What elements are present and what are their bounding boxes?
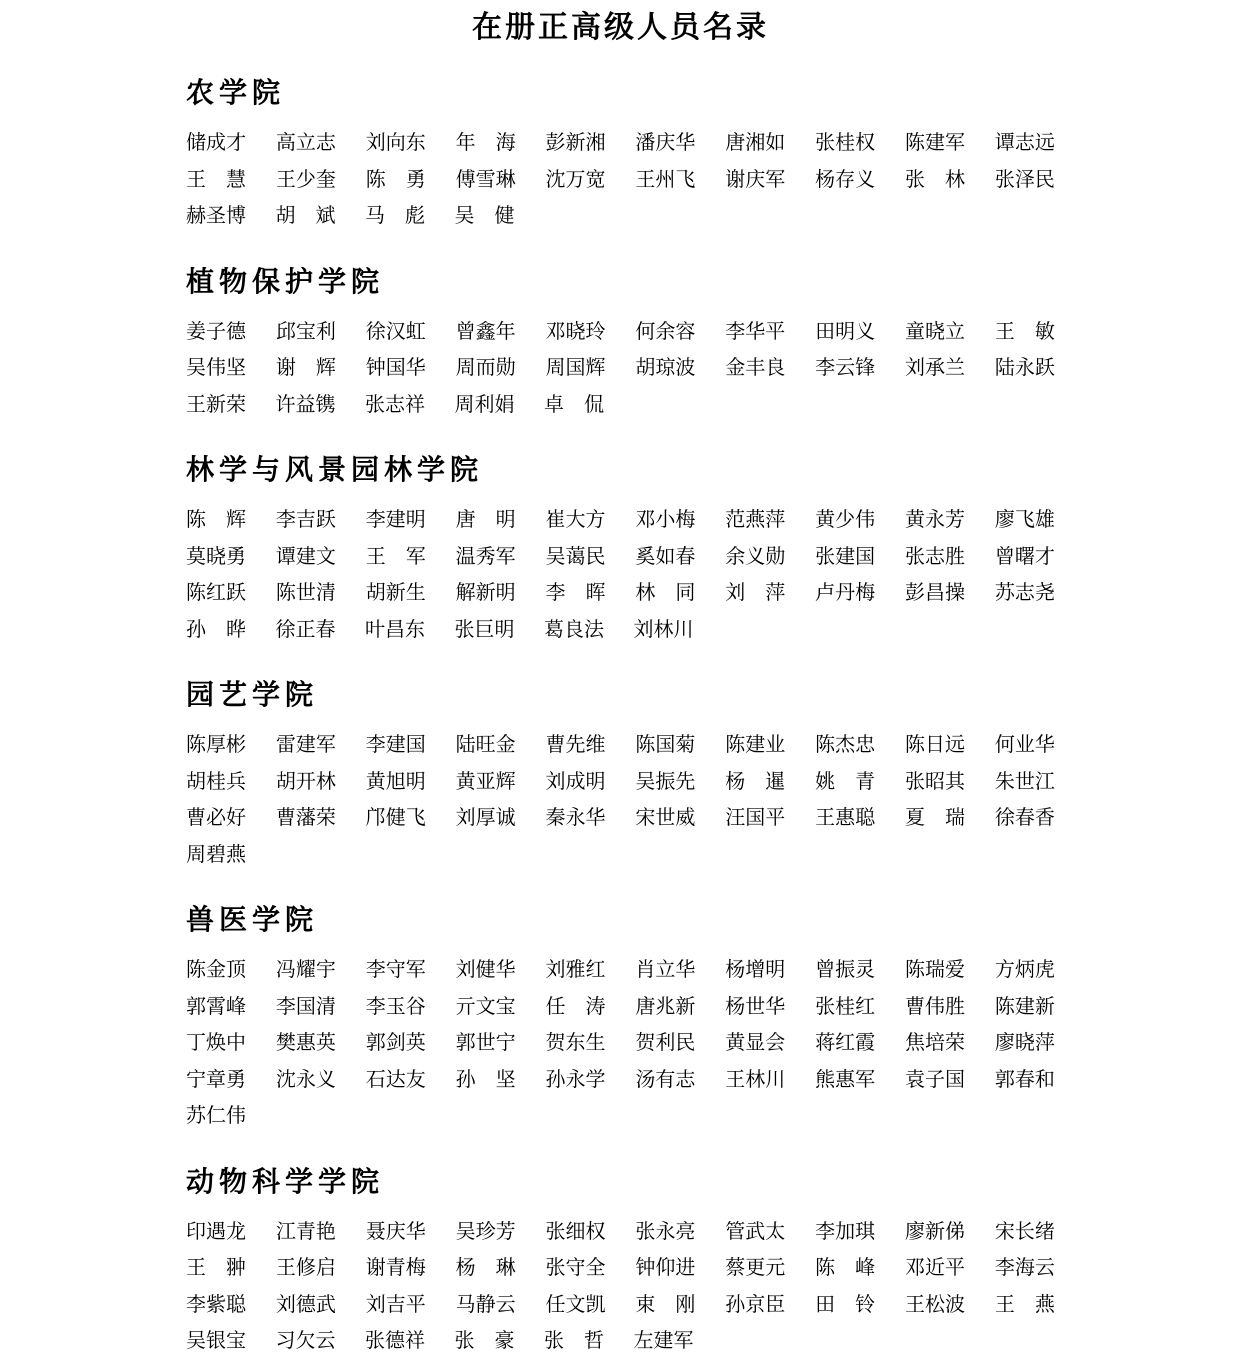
person-name: 林 同 [635, 582, 696, 604]
person-name: 石达友 [365, 1068, 426, 1091]
name-row [186, 125, 1055, 162]
person-name: 宁章勇 [186, 1068, 246, 1091]
person-name: 曾鑫年 [455, 320, 516, 343]
person-name: 郭世宁 [455, 1032, 516, 1054]
person-name: 陈世清 [275, 582, 336, 604]
person-name: 刘吉平 [365, 1293, 426, 1316]
person-name: 崔大方 [545, 509, 606, 531]
person-name: 黄亚辉 [455, 770, 516, 793]
person-name: 张德祥 [365, 1330, 425, 1352]
person-name: 肖立华 [635, 959, 696, 981]
person-name: 胡新生 [365, 582, 426, 604]
person-name: 王 慧 [186, 168, 246, 191]
person-name: 曹伟胜 [905, 995, 965, 1018]
person-name: 汪国平 [725, 807, 786, 829]
person-name: 张桂权 [815, 132, 876, 154]
person-name: 曾曙才 [994, 545, 1055, 568]
person-name: 李建明 [365, 509, 426, 531]
person-name: 许益镌 [275, 393, 336, 416]
person-name: 金丰良 [725, 357, 786, 379]
person-name: 郭春和 [994, 1068, 1055, 1091]
person-name: 黄显会 [725, 1032, 786, 1054]
person-name: 刘向东 [365, 132, 426, 154]
person-name: 李玉谷 [365, 995, 426, 1018]
name-row [186, 1098, 1055, 1135]
person-name: 谢 辉 [275, 357, 336, 379]
name-row [186, 575, 1055, 612]
person-name: 周国辉 [545, 357, 606, 379]
person-name: 张 豪 [454, 1330, 515, 1352]
person-name: 彭昌操 [905, 582, 965, 604]
person-name: 周碧燕 [186, 843, 246, 866]
name-row [186, 1287, 1055, 1324]
person-name: 徐汉虹 [365, 320, 426, 343]
person-name: 李 晖 [545, 582, 606, 604]
person-name: 钟国华 [365, 357, 426, 379]
person-name: 沈永义 [275, 1068, 336, 1091]
person-name: 奚如春 [635, 545, 696, 568]
person-name: 胡 斌 [275, 205, 336, 227]
name-row [186, 314, 1055, 351]
name-row [186, 198, 1055, 235]
person-name: 宋长绪 [994, 1220, 1055, 1243]
person-name: 马静云 [455, 1293, 516, 1316]
person-name: 王林川 [725, 1068, 786, 1091]
person-name: 吴银宝 [186, 1330, 246, 1352]
person-name: 陈 勇 [365, 168, 426, 191]
person-name: 刘 萍 [725, 582, 786, 604]
person-name: 张永亮 [635, 1220, 696, 1243]
person-name: 吴伟坚 [186, 357, 246, 379]
person-name: 吴 健 [454, 205, 515, 227]
person-name: 郭霄峰 [186, 995, 246, 1018]
college-section [186, 905, 1055, 1135]
person-name: 雷建军 [275, 734, 336, 756]
name-list [186, 1214, 1055, 1360]
name-list [186, 502, 1055, 648]
person-name: 张桂红 [815, 995, 876, 1018]
person-name: 吴珍芳 [455, 1220, 516, 1243]
person-name: 邓晓玲 [545, 320, 606, 343]
person-name: 王修启 [275, 1257, 336, 1279]
person-name: 陈 辉 [186, 509, 246, 531]
person-name: 熊惠军 [815, 1068, 876, 1091]
person-name: 黄旭明 [365, 770, 426, 793]
person-name: 廖晓萍 [994, 1032, 1055, 1054]
person-name: 王 燕 [994, 1293, 1055, 1316]
person-name: 李海云 [994, 1257, 1055, 1279]
person-name: 马 彪 [365, 205, 425, 227]
person-name: 田明义 [815, 320, 876, 343]
person-name: 苏仁伟 [186, 1105, 246, 1127]
person-name: 卢丹梅 [815, 582, 876, 604]
person-name: 陈建业 [725, 734, 786, 756]
person-name: 李吉跃 [275, 509, 336, 531]
person-name: 李加琪 [815, 1220, 876, 1243]
person-name: 廖飞雄 [994, 509, 1055, 531]
name-list [186, 952, 1055, 1135]
person-name: 夏 瑞 [905, 807, 965, 829]
name-list [186, 125, 1055, 235]
person-name: 张守全 [545, 1257, 606, 1279]
college-heading: 园艺学院 [186, 680, 319, 711]
person-name: 卓 侃 [544, 393, 604, 416]
person-name: 胡开林 [275, 770, 336, 793]
name-row [186, 162, 1055, 199]
person-name: 钟仰进 [635, 1257, 696, 1279]
person-name: 刘雅红 [545, 959, 606, 981]
person-name: 贺东生 [545, 1032, 606, 1054]
person-name: 徐正春 [275, 618, 336, 641]
person-name: 李紫聪 [186, 1293, 246, 1316]
person-name: 孙京臣 [725, 1293, 786, 1316]
person-name: 邝健飞 [365, 807, 426, 829]
person-name: 张巨明 [454, 618, 515, 641]
person-name: 左建军 [633, 1330, 694, 1352]
person-name: 陈瑞爱 [905, 959, 965, 981]
person-name: 葛良法 [544, 618, 604, 641]
college-heading: 林学与风景园林学院 [186, 455, 484, 486]
name-row [186, 350, 1055, 387]
person-name: 温秀军 [455, 545, 516, 568]
person-name: 徐春香 [994, 807, 1055, 829]
person-name: 储成才 [186, 132, 246, 154]
person-name: 叶昌东 [365, 618, 425, 641]
person-name: 袁子国 [905, 1068, 965, 1091]
name-row [186, 387, 1055, 424]
person-name: 彭新湘 [545, 132, 606, 154]
person-name: 周而勋 [455, 357, 516, 379]
person-name: 廖新俤 [905, 1220, 965, 1243]
name-row [186, 1214, 1055, 1251]
person-name: 张志胜 [905, 545, 965, 568]
page-title: 在册正高级人员名录 [472, 11, 769, 44]
person-name: 杨 琳 [455, 1257, 516, 1279]
person-name: 王惠聪 [815, 807, 876, 829]
person-name: 唐湘如 [725, 132, 786, 154]
person-name: 唐兆新 [635, 995, 696, 1018]
person-name: 刘厚诚 [455, 807, 516, 829]
name-row [186, 800, 1055, 837]
person-name: 张建国 [815, 545, 876, 568]
name-row [186, 612, 1055, 649]
person-name: 谢庆军 [725, 168, 786, 191]
name-row [186, 539, 1055, 576]
person-name: 李建国 [365, 734, 426, 756]
person-name: 邱宝利 [275, 320, 336, 343]
name-list [186, 314, 1055, 424]
person-name: 汤有志 [635, 1068, 696, 1091]
name-row [186, 1323, 1055, 1360]
college-heading: 植物保护学院 [186, 266, 385, 298]
name-row [186, 1250, 1055, 1287]
person-name: 田 铃 [815, 1293, 876, 1316]
person-name: 焦培荣 [905, 1032, 965, 1054]
person-name: 张昭其 [905, 770, 965, 793]
person-name: 任 涛 [545, 995, 606, 1018]
person-name: 李守军 [365, 959, 426, 981]
person-name: 曾振灵 [815, 959, 876, 981]
person-name: 余义勋 [725, 545, 786, 568]
person-name: 孙永学 [545, 1068, 606, 1091]
person-name: 王 军 [365, 545, 426, 568]
name-row [186, 764, 1055, 801]
person-name: 刘成明 [545, 770, 606, 793]
person-name: 陈红跃 [186, 582, 246, 604]
person-name: 习欠云 [275, 1330, 336, 1352]
college-heading: 农学院 [186, 78, 286, 109]
person-name: 张 哲 [544, 1330, 604, 1352]
college-heading: 兽医学院 [186, 905, 319, 936]
sections-container [186, 78, 1055, 1360]
person-name: 李云锋 [815, 357, 876, 379]
name-row [186, 989, 1055, 1026]
person-name: 江青艳 [275, 1220, 336, 1243]
person-name: 谢青梅 [365, 1257, 426, 1279]
person-name: 印遇龙 [186, 1220, 246, 1243]
person-name: 张细权 [545, 1220, 606, 1243]
person-name: 蔡更元 [725, 1257, 786, 1279]
person-name: 陈日远 [905, 734, 965, 756]
person-name: 黄少伟 [815, 509, 876, 531]
person-name: 王松波 [905, 1293, 965, 1316]
person-name: 孙 晔 [186, 618, 246, 641]
person-name: 王新荣 [186, 393, 246, 416]
name-list [186, 727, 1055, 873]
person-name: 吴振先 [635, 770, 696, 793]
college-section [186, 78, 1055, 235]
person-name: 杨 暹 [725, 770, 786, 793]
person-name: 莫晓勇 [186, 545, 246, 568]
person-name: 陈金顶 [186, 959, 246, 981]
college-section [186, 1167, 1055, 1360]
college-section [186, 455, 1055, 648]
college-section [186, 267, 1055, 424]
person-name: 童晓立 [905, 320, 965, 343]
person-name: 秦永华 [545, 807, 606, 829]
person-name: 方炳虎 [994, 959, 1055, 981]
person-name: 丁焕中 [186, 1032, 246, 1054]
person-name: 姚 青 [815, 770, 876, 793]
person-name: 谭志远 [994, 132, 1055, 154]
person-name: 王 翀 [186, 1257, 246, 1279]
person-name: 潘庆华 [635, 132, 696, 154]
person-name: 周利娟 [454, 393, 515, 416]
person-name: 任文凯 [545, 1293, 606, 1316]
person-name: 唐 明 [455, 509, 516, 531]
person-name: 管武太 [725, 1220, 786, 1243]
person-name: 苏志尧 [994, 582, 1055, 604]
name-row [186, 837, 1055, 874]
person-name: 陈厚彬 [186, 734, 246, 756]
person-name: 张泽民 [994, 168, 1055, 191]
person-name: 陈 峰 [815, 1257, 876, 1279]
person-name: 刘德武 [275, 1293, 336, 1316]
person-name: 邓近平 [905, 1257, 965, 1279]
person-name: 朱世江 [994, 770, 1055, 793]
person-name: 王州飞 [635, 168, 696, 191]
person-name: 陈建军 [905, 132, 965, 154]
person-name: 陆旺金 [455, 734, 516, 756]
person-name: 杨世华 [725, 995, 786, 1018]
person-name: 王 敏 [994, 320, 1055, 343]
person-name: 高立志 [275, 132, 336, 154]
person-name: 刘健华 [455, 959, 516, 981]
person-name: 赫圣博 [186, 205, 246, 227]
person-name: 冯耀宇 [275, 959, 336, 981]
person-name: 邓小梅 [635, 509, 696, 531]
name-row [186, 502, 1055, 539]
person-name: 张 林 [905, 168, 965, 191]
person-name: 刘承兰 [905, 357, 965, 379]
person-name: 何业华 [994, 734, 1055, 756]
person-name: 陈杰忠 [815, 734, 876, 756]
name-row [186, 1062, 1055, 1099]
person-name: 杨增明 [725, 959, 786, 981]
person-name: 王少奎 [275, 168, 336, 191]
person-name: 亓文宝 [455, 995, 516, 1018]
name-row [186, 727, 1055, 764]
person-name: 谭建文 [275, 545, 336, 568]
college-heading: 动物科学学院 [186, 1166, 385, 1198]
person-name: 何余容 [635, 320, 696, 343]
person-name: 蒋红霞 [815, 1032, 876, 1054]
person-name: 年 海 [455, 132, 516, 154]
person-name: 曹必好 [186, 807, 246, 829]
person-name: 束 刚 [635, 1293, 696, 1316]
person-name: 黄永芳 [905, 509, 965, 531]
college-section [186, 680, 1055, 873]
person-name: 李华平 [725, 320, 786, 343]
person-name: 曹先维 [545, 734, 606, 756]
person-name: 曹藩荣 [275, 807, 336, 829]
person-name: 范燕萍 [725, 509, 786, 531]
person-name: 陈建新 [994, 995, 1055, 1018]
person-name: 宋世威 [635, 807, 696, 829]
person-name: 李国清 [275, 995, 336, 1018]
person-name: 杨存义 [815, 168, 876, 191]
person-name: 胡琼波 [635, 357, 696, 379]
person-name: 吴蔼民 [545, 545, 606, 568]
person-name: 解新明 [455, 582, 516, 604]
person-name: 孙 坚 [455, 1068, 516, 1091]
name-row [186, 952, 1055, 989]
person-name: 陆永跃 [994, 357, 1055, 379]
person-name: 郭剑英 [365, 1032, 426, 1054]
person-name: 傅雪琳 [455, 168, 516, 191]
person-name: 沈万宽 [545, 168, 606, 191]
person-name: 樊惠英 [275, 1032, 336, 1054]
name-row [186, 1025, 1055, 1062]
person-name: 胡桂兵 [186, 770, 246, 793]
person-name: 贺利民 [635, 1032, 696, 1054]
person-name: 聂庆华 [365, 1220, 426, 1243]
person-name: 陈国菊 [635, 734, 696, 756]
person-name: 张志祥 [365, 393, 425, 416]
person-name: 刘林川 [633, 618, 694, 641]
person-name: 姜子德 [186, 320, 246, 343]
